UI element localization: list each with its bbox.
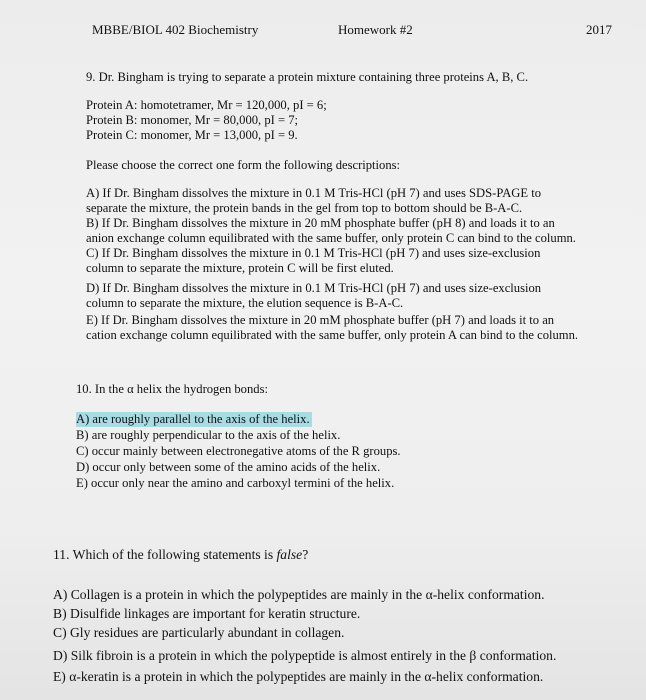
q9-option-line: column to separate the mixture, the elution sequence is B-A-C. (86, 296, 404, 310)
assignment-title: Homework #2 (338, 22, 413, 37)
q9-option-line: B) If Dr. Bingham dissolves the mixture in 20 mM phosphate buffer (pH 8) and loads it to an (86, 216, 555, 230)
q11-option-e: E) α-keratin is a protein in which the polypeptides are mainly in the α-helix conformation. (53, 669, 544, 684)
q9-instruction: Please choose the correct one form the following descriptions: (86, 158, 401, 172)
question-9-text: 9. Dr. Bingham is trying to separate a protein mixture containing three proteins A, B, C. (86, 70, 529, 84)
q11-option-a: A) Collagen is a protein in which the polypeptides are mainly in the α-helix conformation. (53, 587, 545, 602)
q11-option-c: C) Gly residues are particularly abundant in collagen. (53, 625, 345, 640)
protein-c-line: Protein C: monomer, Mr = 13,000, pI = 9. (86, 128, 298, 142)
q10-option-e: E) occur only near the amino and carboxyl termini of the helix. (76, 476, 395, 490)
protein-a-line: Protein A: homotetramer, Mr = 120,000, pI = 6; (86, 98, 327, 112)
question-11-text: 11. Which of the following statements is false? (53, 547, 309, 562)
q9-option-line: E) If Dr. Bingham dissolves the mixture in 20 mM phosphate buffer (pH 7) and loads it to an (86, 313, 555, 327)
q10-option-d: D) occur only between some of the amino acids of the helix. (76, 460, 381, 474)
year-label: 2017 (586, 22, 612, 37)
q11-option-b: B) Disulfide linkages are important for keratin structure. (53, 606, 361, 621)
q9-option-line: anion exchange column equilibrated with the same buffer, only protein C can bind to the column. (86, 231, 576, 245)
q9-option-line: cation exchange column equilibrated with the same buffer, only protein A can bind to the column. (86, 328, 579, 342)
q9-option-line: separate the mixture, the protein bands in the gel from top to bottom should be B-A-C. (86, 201, 523, 215)
q10-option-b: B) are roughly perpendicular to the axis of the helix. (76, 428, 341, 442)
protein-b-line: Protein B: monomer, Mr = 80,000, pI = 7; (86, 113, 299, 127)
q10-option-c: C) occur mainly between electronegative atoms of the R groups. (76, 444, 401, 458)
q11-option-d: D) Silk fibroin is a protein in which the polypeptide is almost entirely in the β conformation. (53, 648, 557, 663)
course-title: MBBE/BIOL 402 Biochemistry (92, 22, 259, 37)
q9-option-line: column to separate the mixture, protein C will be first eluted. (86, 261, 394, 275)
q9-option-line: D) If Dr. Bingham dissolves the mixture in 0.1 M Tris-HCl (pH 7) and uses size-exclusion (86, 281, 542, 295)
highlighted-answer: A) are roughly parallel to the axis of the helix. (76, 412, 310, 426)
question-10-text: 10. In the α helix the hydrogen bonds: (76, 382, 268, 396)
q10-option-a (76, 412, 312, 427)
q9-option-line: A) If Dr. Bingham dissolves the mixture in 0.1 M Tris-HCl (pH 7) and uses SDS-PAGE to (86, 186, 542, 200)
q9-option-line: C) If Dr. Bingham dissolves the mixture in 0.1 M Tris-HCl (pH 7) and uses size-exclusion (86, 246, 541, 260)
